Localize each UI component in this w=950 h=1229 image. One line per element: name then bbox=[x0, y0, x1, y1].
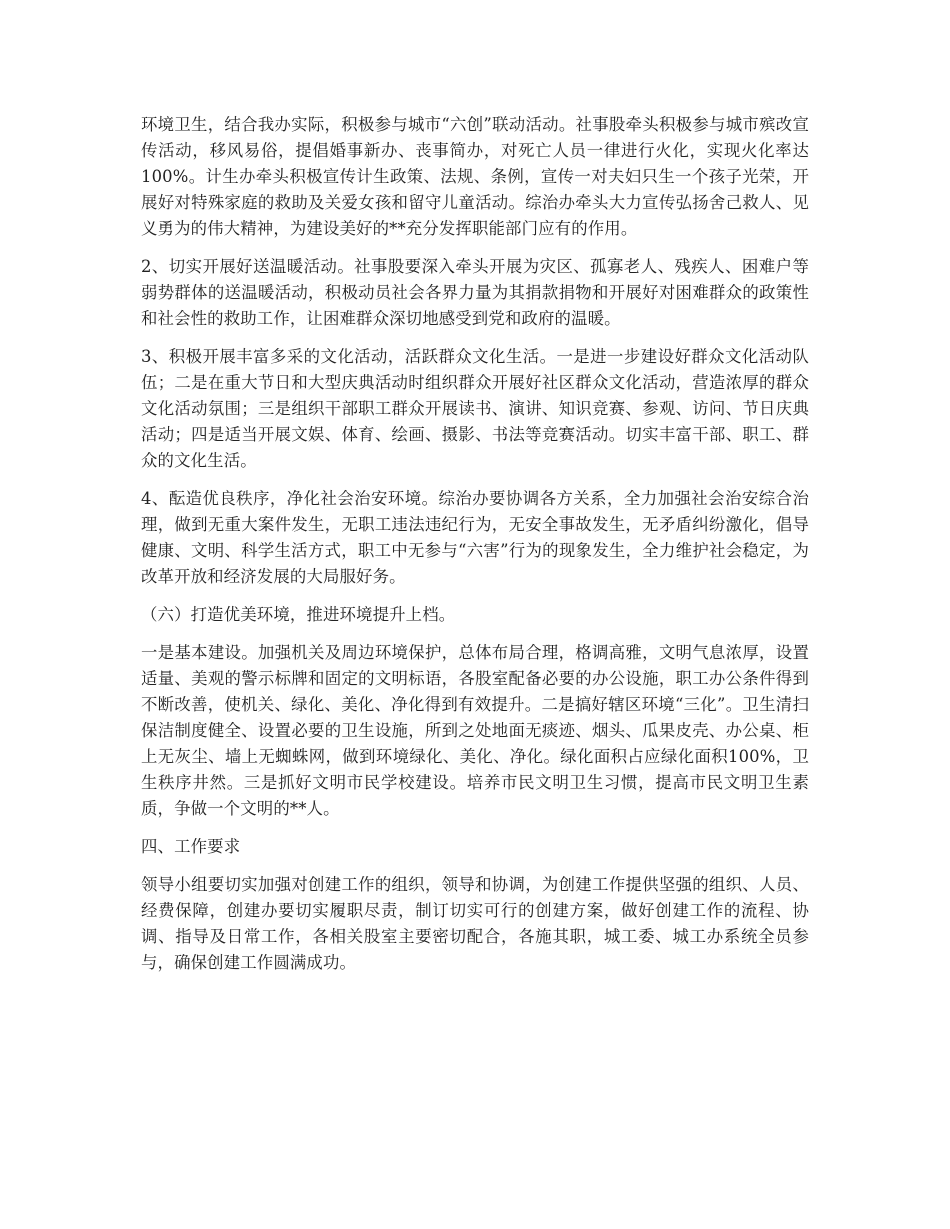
paragraph-basic-construction: 一是基本建设。加强机关及周边环境保护，总体布局合理，格调高雅，文明气息浓厚，设置适量、美观的警示标牌和固定的文明标语，各股室配备必要的办公设施，职工办公条件得到不断改善，使机关、绿化、美化、净化得到有效提升。二是搞好辖区环境“三化”。卫生清扫保洁制度健全、设置必要的卫生设施，所到之处地面无痰迹、烟头、瓜果皮壳、办公桌、柜上无灰尘、墙上无蜘蛛网，做到环境绿化、美化、净化。绿化面积占应绿化面积100%，卫生秩序井然。三是抓好文明市民学校建设。培养市民文明卫生习惯，提高市民文明卫生素质，争做一个文明的**人。 bbox=[141, 643, 809, 818]
section-heading-work-requirements: 四、工作要求 bbox=[141, 837, 241, 856]
paragraph-public-security: 4、酝造优良秩序，净化社会治安环境。综治办要协调各方关系，全力加强社会治安综合治理，做到无重大案件发生，无职工违法违纪行为，无安全事故发生，无矛盾纠纷激化，倡导健康、文明、科学生活方式，职工中无参与“六害”行为的现象发生，全力维护社会稳定，为改革开放和经济发展的大局服好务。 bbox=[141, 489, 809, 586]
document-body bbox=[141, 112, 809, 988]
section-heading-six: （六）打造优美环境，推进环境提升上档。 bbox=[141, 605, 456, 624]
paragraph-environment-hygiene: 环境卫生，结合我办实际，积极参与城市“六创”联动活动。社事股牵头积极参与城市殡改宣传活动，移风易俗，提倡婚事新办、丧事简办，对死亡人员一律进行火化，实现火化率达100%。计生办牵头积极宣传计生政策、法规、条例，宣传一对夫妇只生一个孩子光荣，开展好对特殊家庭的救助及关爱女孩和留守儿童活动。综治办牵头大力宣传弘扬舍己救人、见义勇为的伟大精神，为建设美好的**充分发挥职能部门应有的作用。 bbox=[141, 115, 809, 238]
paragraph-cultural-activities: 3、积极开展丰富多采的文化活动，活跃群众文化生活。一是进一步建设好群众文化活动队伍；二是在重大节日和大型庆典活动时组织群众开展好社区群众文化活动，营造浓厚的群众文化活动氛围；三是组织干部职工群众开展读书、演讲、知识竞赛、参观、访问、节日庆典活动；四是适当开展文娱、体育、绘画、摄影、书法等竞赛活动。切实丰富干部、职工、群众的文化生活。 bbox=[141, 347, 809, 470]
paragraph-warmth-activities: 2、切实开展好送温暖活动。社事股要深入牵头开展为灾区、孤寡老人、残疾人、困难户等弱势群体的送温暖活动，积极动员社会各界力量为其捐款捐物和开展好对困难群众的政策性和社会性的救助工作，让困难群众深切地感受到党和政府的温暖。 bbox=[141, 257, 809, 328]
paragraph-work-requirements: 领导小组要切实加强对创建工作的组织，领导和协调，为创建工作提供坚强的组织、人员、经费保障，创建办要切实履职尽责，制订切实可行的创建方案，做好创建工作的流程、协调、指导及日常工作，各相关股室主要密切配合，各施其职，城工委、城工办系统全员参与，确保创建工作圆满成功。 bbox=[141, 875, 809, 972]
